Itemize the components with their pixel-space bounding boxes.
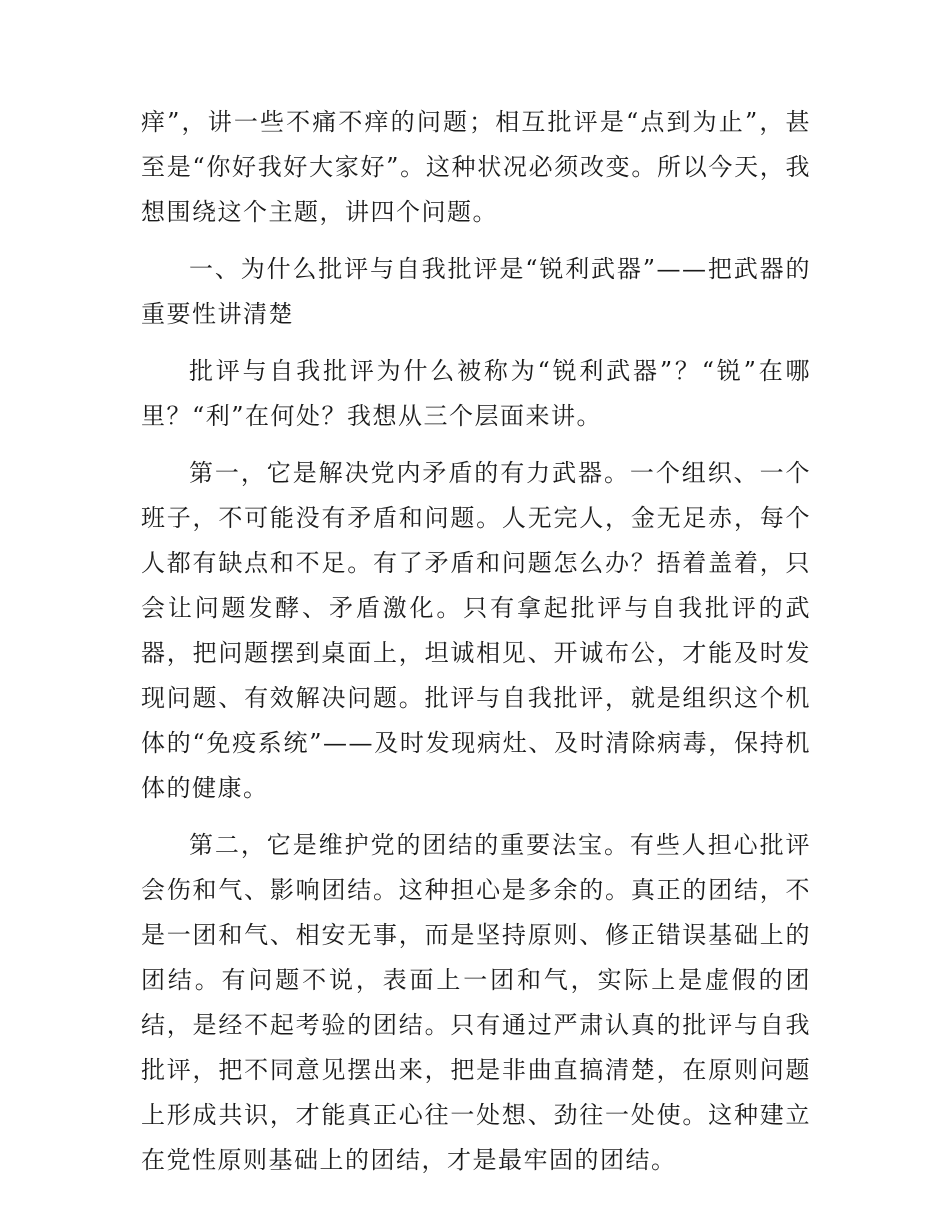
document-page: [141, 100, 811, 1195]
paragraph-continuation: 痒”，讲一些不痛不痒的问题；相互批评是“点到为止”，甚至是“你好我好大家好”。这种状况必须改变。所以今天，我想围绕这个主题，讲四个问题。: [141, 108, 811, 226]
section-heading: 一、为什么批评与自我批评是“锐利武器”——把武器的重要性讲清楚: [141, 255, 811, 328]
paragraph-point-one: 第一，它是解决党内矛盾的有力武器。一个组织、一个班子，不可能没有矛盾和问题。人无完人，金无足赤，每个人都有缺点和不足。有了矛盾和问题怎么办？捂着盖着，只会让问题发酵、矛盾激化。只有拿起批评与自我批评的武器，把问题摆到桌面上，坦诚相见、开诚布公，才能及时发现问题、有效解决问题。批评与自我批评，就是组织这个机体的“免疫系统”——及时发现病灶、及时清除病毒，保持机体的健康。: [141, 459, 811, 802]
paragraph-intro: 批评与自我批评为什么被称为“锐利武器”？“锐”在哪里？“利”在何处？我想从三个层面来讲。: [141, 357, 811, 430]
paragraph-point-two: 第二，它是维护党的团结的重要法宝。有些人担心批评会伤和气、影响团结。这种担心是多余的。真正的团结，不是一团和气、相安无事，而是坚持原则、修正错误基础上的团结。有问题不说，表面上一团和气，实际上是虚假的团结，是经不起考验的团结。只有通过严肃认真的批评与自我批评，把不同意见摆出来，把是非曲直搞清楚，在原则问题上形成共识，才能真正心往一处想、劲往一处使。这种建立在党性原则基础上的团结，才是最牢固的团结。: [141, 831, 811, 1174]
